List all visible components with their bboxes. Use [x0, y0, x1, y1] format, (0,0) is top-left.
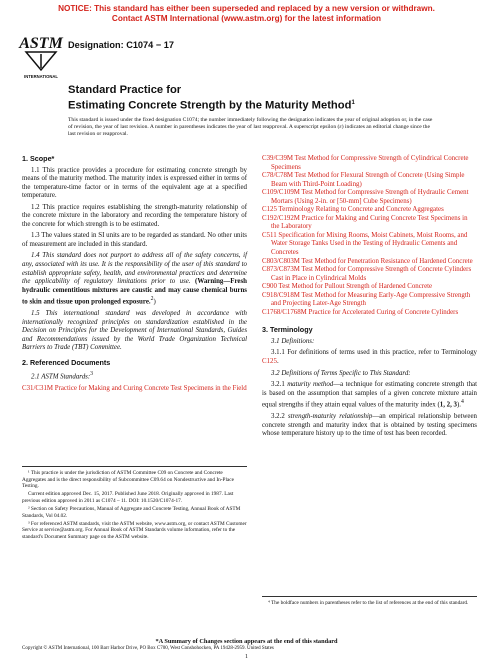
- footnotes-left: [22, 466, 247, 542]
- scope-1-1: 1.1 This practice provides a procedure for estimating concrete strength by means of the maturity method. The maturity index is expressed either in terms of the temperature-time factor or in terms of the equivalent age at a specified temperature.: [22, 166, 247, 200]
- notice-line-1: NOTICE: This standard has either been superseded and replaced by a new version or withdrawn.: [58, 4, 435, 13]
- reference-c31[interactable]: C31/C31M Practice for Making and Curing Concrete Test Specimens in the Field: [22, 385, 247, 393]
- footnote-4: ⁴ The boldface numbers in parentheses refer to the list of references at the end of this standard.: [268, 600, 469, 606]
- reference-item[interactable]: C192/C192M Practice for Making and Curing Concrete Test Specimens in the Laboratory: [262, 214, 468, 231]
- scope-heading: 1. Scope*: [22, 154, 55, 163]
- terminology-3-1-1: 3.1.1 For definitions of terms used in this practice, refer to Terminology C125.: [262, 349, 477, 366]
- warning-text: (Warning—Fresh hydraulic cementitious mixtures are caustic and may cause chemical burns to skin and tissue upon prolonged exposure.: [22, 278, 247, 306]
- svg-text:ASTM: ASTM: [19, 35, 63, 52]
- notice-line-2: Contact ASTM International (www.astm.org) for the latest information: [111, 14, 382, 23]
- footnote-3: ³ For referenced ASTM standards, visit the ASTM website, www.astm.org, or contact ASTM Customer Service at service@astm.org. For Annual Book of ASTM Standards volume information, refer to the standard's Document Summary page on the ASTM website.: [22, 520, 247, 540]
- c125-link[interactable]: C125: [262, 358, 277, 366]
- terminology-3-2: 3.2 Definitions of Terms Specific to This Standard:: [271, 369, 411, 377]
- reference-item[interactable]: C39/C39M Test Method for Compressive Strength of Cylindrical Concrete Specimens: [262, 155, 469, 171]
- left-column: [22, 155, 247, 394]
- title-line-2: Estimating Concrete Strength by the Maturity Method$^1$: [68, 99, 355, 112]
- terminology-3-1: 3.1 Definitions:: [271, 337, 315, 345]
- reference-item[interactable]: C803/C803M Test Method for Penetration Resistance of Hardened Concrete: [262, 257, 473, 265]
- scope-1-3: 1.3 The values stated in SI units are to be regarded as standard. No other units of measurement are included in this standard.: [22, 232, 247, 248]
- scope-1-2: 1.2 This practice requires establishing the strength-maturity relationship of the concrete mixture in the laboratory and recording the temperature history of the concrete for which strength is to be estimated.: [22, 203, 247, 228]
- refdocs-2-1: 2.1 ASTM Standards:$^3$: [31, 371, 94, 381]
- reference-item[interactable]: C918/C918M Test Method for Measuring Early-Age Compressive Strength and Projecting Later-Age Strength: [262, 291, 471, 308]
- reference-item[interactable]: C78/C78M Test Method for Flexural Strength of Concrete (Using Simple Beam with Third-Point Loading): [262, 172, 465, 188]
- reference-item[interactable]: C1768/C1768M Practice for Accelerated Curing of Concrete Cylinders: [262, 308, 459, 316]
- scope-1-5: 1.5 This international standard was developed in accordance with internationally recognized principles on standardization established in the Decision on Principles for the Development of International Standards, Guides and Recommendations issued by the World Trade Organization Technical Barriers to Trade (TBT) Committee.: [22, 310, 247, 352]
- footnote-2: ² Section on Safety Precautions, Manual of Aggregate and Concrete Testing, Annual Book of ASTM Standards, Vol 04.02.: [22, 505, 241, 519]
- reference-item[interactable]: C109/C109M Test Method for Compressive Strength of Hydraulic Cement Mortars (Using 2-in. or [50-mm] Cube Specimens): [262, 189, 469, 205]
- terminology-3-2-1: 3.2.1 maturity method—a technique for estimating concrete strength that is based on the assumption that samples of a given concrete mixture attain equal strengths if they attain equal values of the maturity index (1, 2, 3).$^4$: [262, 381, 477, 409]
- scope-1-4: 1.4 This standard does not purport to address all of the safety concerns, if any, associated with its use. It is the responsibility of the user of this standard to establish appropriate safety, health, and environmental practices and determine the applicability of regulatory limitations prior to use. (Warning—Fresh hydraulic cementitious mixtures are caustic and may cause chemical burns to skin and tissue upon prolonged exposure.$^2$): [22, 252, 247, 306]
- reference-list: [262, 155, 477, 317]
- reference-item[interactable]: C900 Test Method for Pullout Strength of Hardened Concrete: [262, 283, 433, 291]
- copyright-line: Copyright © ASTM International, 100 Barr Harbor Drive, PO Box C700, West Conshohocken, PA 19428-2959. United States: [22, 646, 274, 651]
- refdocs-heading: 2. Referenced Documents: [22, 357, 111, 367]
- page-number: 1: [245, 654, 248, 660]
- astm-logo: [19, 26, 63, 80]
- footnote-1b: Current edition approved Dec. 15, 2017. Published June 2018. Originally approved in 1987. Last previous edition approved in 2011 as C1074 – 11. DOI: 10.1520/C1074-17.: [22, 491, 234, 504]
- notice-banner: [0, 4, 493, 24]
- document-title: [68, 84, 355, 113]
- terminology-3-2-2: 3.2.2 strength-maturity relationship—an empirical relationship between concrete strength and maturity index that is obtained by testing specimens whose temperature history up to the time of test has been recorded.: [262, 413, 477, 438]
- prelude-note: This standard is issued under the fixed designation C1074; the number immediately following the designation indicates the year of original adoption or, in the case of revision, the year of last revision. A number in parentheses indicates the year of last reapproval. A superscript epsilon (ε) indicates an editorial change since the last revision or reapproval.: [68, 117, 433, 138]
- designation: Designation: C1074 − 17: [68, 40, 174, 50]
- footnote-1: ¹ This practice is under the jurisdiction of ASTM Committee C09 on Concrete and Concrete Aggregates and is the direct responsibility of Subcommittee C09.64 on Nondestructive and In-Place Testing.: [22, 470, 234, 490]
- footnotes-right: [262, 596, 477, 607]
- reference-item[interactable]: C873/C873M Test Method for Compressive Strength of Concrete Cylinders Cast in Place in Cylindrical Molds: [262, 266, 472, 282]
- svg-text:INTERNATIONAL: INTERNATIONAL: [24, 74, 58, 79]
- reference-item[interactable]: C125 Terminology Relating to Concrete and Concrete Aggregates: [262, 206, 444, 214]
- summary-note: *A Summary of Changes section appears at the end of this standard: [155, 638, 338, 645]
- terminology-heading: 3. Terminology: [262, 325, 313, 335]
- title-line-1: Standard Practice for: [68, 84, 182, 96]
- reference-item[interactable]: C511 Specification for Mixing Rooms, Moist Cabinets, Moist Rooms, and Water Storage Tanks Used in the Testing of Hydraulic Cements and Concretes: [262, 231, 468, 257]
- right-column: [262, 155, 477, 442]
